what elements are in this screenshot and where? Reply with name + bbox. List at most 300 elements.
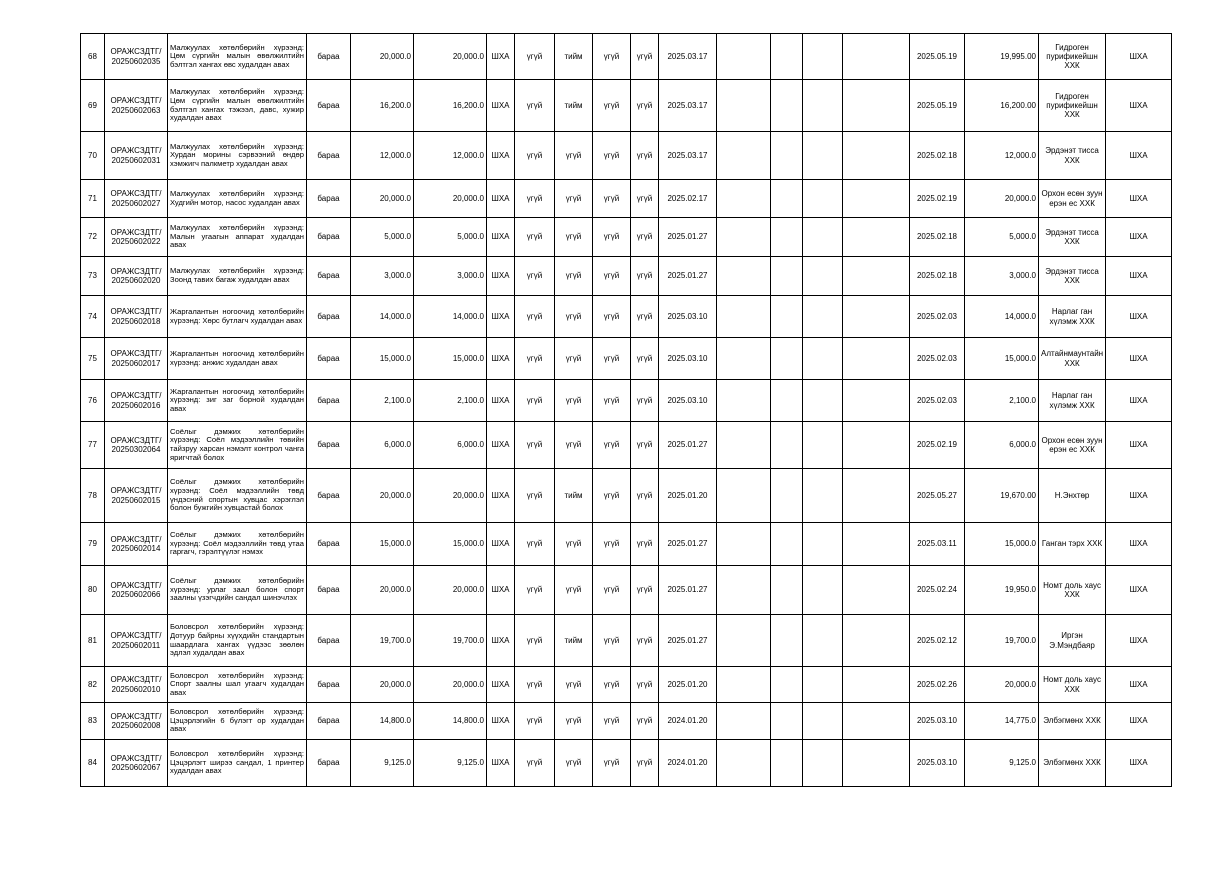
contract-date: 2025.02.18 [910,132,965,180]
table-row [81,422,1172,469]
contract-date: 2025.02.19 [910,422,965,469]
procurement-method: ШХА [487,667,515,703]
table-row [81,740,1172,787]
procurement-method: ШХА [487,296,515,338]
item-description: Малжуулах хөтөлбөрийн хүрээнд: Хурдан морины сэрвээний өндөр хэмжигч палкметр худалдан авах [168,132,307,180]
result-method: ШХА [1106,132,1172,180]
flag-3: үгүй [593,380,631,422]
empty-cell [803,34,843,80]
announce-date: 2025.03.10 [659,380,717,422]
procurement-method: ШХА [487,34,515,80]
flag-1: үгүй [515,257,555,296]
estimated-amount: 15,000.0 [414,523,487,566]
procurement-type: бараа [307,740,351,787]
flag-1: үгүй [515,469,555,523]
result-method: ШХА [1106,740,1172,787]
budget-amount: 19,700.0 [351,615,414,667]
supplier-name: Нарлаг ган хүлэмж ХХК [1039,296,1106,338]
empty-cell [843,667,910,703]
empty-cell [843,34,910,80]
empty-cell [843,469,910,523]
row-number: 80 [81,566,105,615]
empty-cell [717,703,771,740]
estimated-amount: 14,000.0 [414,296,487,338]
supplier-name: Элбэгмөнх ХХК [1039,703,1106,740]
flag-1: үгүй [515,523,555,566]
empty-cell [803,257,843,296]
estimated-amount: 20,000.0 [414,469,487,523]
empty-cell [771,740,803,787]
result-method: ШХА [1106,615,1172,667]
flag-2: тийм [555,469,593,523]
budget-amount: 20,000.0 [351,34,414,80]
row-number: 74 [81,296,105,338]
contract-date: 2025.02.18 [910,257,965,296]
procurement-code: ОРАЖСЗДТГ/ 20250602014 [105,523,168,566]
contract-amount: 20,000.0 [965,667,1039,703]
flag-3: үгүй [593,80,631,132]
procurement-code: ОРАЖСЗДТГ/ 20250602017 [105,338,168,380]
table-body [81,34,1172,787]
supplier-name: Орхон есөн зуун ерэн ес ХХК [1039,422,1106,469]
procurement-type: бараа [307,180,351,218]
empty-cell [717,80,771,132]
empty-cell [803,523,843,566]
row-number: 71 [81,180,105,218]
flag-3: үгүй [593,667,631,703]
contract-amount: 14,775.0 [965,703,1039,740]
procurement-type: бараа [307,615,351,667]
estimated-amount: 9,125.0 [414,740,487,787]
flag-2: үгүй [555,422,593,469]
empty-cell [771,257,803,296]
empty-cell [843,740,910,787]
flag-2: үгүй [555,180,593,218]
flag-3: үгүй [593,338,631,380]
result-method: ШХА [1106,257,1172,296]
empty-cell [771,667,803,703]
contract-amount: 20,000.0 [965,180,1039,218]
announce-date: 2025.02.17 [659,180,717,218]
flag-4: үгүй [631,469,659,523]
flag-2: үгүй [555,740,593,787]
empty-cell [843,523,910,566]
budget-amount: 15,000.0 [351,338,414,380]
procurement-type: бараа [307,422,351,469]
result-method: ШХА [1106,180,1172,218]
contract-amount: 12,000.0 [965,132,1039,180]
item-description: Соёлыг дэмжих хөтөлбөрийн хүрээнд: Соёл мэдээллийн төвийн тайзруу харсан нэмэлт контрол чанга яригчтай болох [168,422,307,469]
supplier-name: Н.Энхтөр [1039,469,1106,523]
supplier-name: Эрдэнэт тисса ХХК [1039,132,1106,180]
announce-date: 2024.01.20 [659,703,717,740]
empty-cell [843,422,910,469]
item-description: Жаргалантын ногоочид хөтөлбөрийн хүрээнд: анжис худалдан авах [168,338,307,380]
result-method: ШХА [1106,703,1172,740]
procurement-type: бараа [307,566,351,615]
estimated-amount: 15,000.0 [414,338,487,380]
empty-cell [843,80,910,132]
table-row [81,218,1172,257]
row-number: 70 [81,132,105,180]
result-method: ШХА [1106,523,1172,566]
estimated-amount: 2,100.0 [414,380,487,422]
table-row [81,615,1172,667]
procurement-type: бараа [307,380,351,422]
empty-cell [803,132,843,180]
row-number: 82 [81,667,105,703]
flag-3: үгүй [593,703,631,740]
flag-2: үгүй [555,703,593,740]
announce-date: 2025.01.27 [659,566,717,615]
announce-date: 2025.01.27 [659,218,717,257]
procurement-type: бараа [307,703,351,740]
contract-amount: 19,995.00 [965,34,1039,80]
announce-date: 2025.03.17 [659,34,717,80]
estimated-amount: 5,000.0 [414,218,487,257]
flag-1: үгүй [515,296,555,338]
item-description: Соёлыг дэмжих хөтөлбөрийн хүрээнд: Соёл мэдээллийн төвд үндэсний спортын хувцас хэрэглэл болон бужгийн хувцастай болох [168,469,307,523]
procurement-method: ШХА [487,523,515,566]
estimated-amount: 20,000.0 [414,34,487,80]
contract-amount: 19,670.00 [965,469,1039,523]
budget-amount: 20,000.0 [351,469,414,523]
empty-cell [803,703,843,740]
estimated-amount: 19,700.0 [414,615,487,667]
budget-amount: 20,000.0 [351,180,414,218]
item-description: Малжуулах хөтөлбөрийн хүрээнд: Цөм сүргийн малын өвөлжилтийн бэлтгэл хангах тэжээл, давс, хужир худалдан авах [168,80,307,132]
empty-cell [771,80,803,132]
contract-amount: 16,200.00 [965,80,1039,132]
contract-amount: 14,000.0 [965,296,1039,338]
empty-cell [717,615,771,667]
empty-cell [803,469,843,523]
flag-1: үгүй [515,615,555,667]
procurement-method: ШХА [487,218,515,257]
procurement-code: ОРАЖСЗДТГ/ 20250602018 [105,296,168,338]
item-description: Жаргалантын ногоочид хөтөлбөрийн хүрээнд: Хөрс бутлагч худалдан авах [168,296,307,338]
procurement-code: ОРАЖСЗДТГ/ 20250602010 [105,667,168,703]
result-method: ШХА [1106,218,1172,257]
row-number: 73 [81,257,105,296]
flag-1: үгүй [515,566,555,615]
flag-2: үгүй [555,296,593,338]
empty-cell [717,422,771,469]
flag-1: үгүй [515,132,555,180]
flag-3: үгүй [593,523,631,566]
table-row [81,338,1172,380]
flag-4: үгүй [631,296,659,338]
supplier-name: Иргэн Э.Мэндбаяр [1039,615,1106,667]
item-description: Соёлыг дэмжих хөтөлбөрийн хүрээнд: Соёл мэдээллийн төвд утаа гаргагч, гэрэлтүүлэг нэмэх [168,523,307,566]
procurement-method: ШХА [487,180,515,218]
procurement-code: ОРАЖСЗДТГ/ 20250602011 [105,615,168,667]
table-row [81,703,1172,740]
flag-3: үгүй [593,566,631,615]
empty-cell [771,218,803,257]
procurement-code: ОРАЖСЗДТГ/ 20250302064 [105,422,168,469]
row-number: 79 [81,523,105,566]
item-description: Соёлыг дэмжих хөтөлбөрийн хүрээнд: урлаг заал болон спорт заалны үзэгчдийн сандал шинэчлэх [168,566,307,615]
procurement-code: ОРАЖСЗДТГ/ 20250602067 [105,740,168,787]
procurement-method: ШХА [487,338,515,380]
flag-2: үгүй [555,523,593,566]
flag-1: үгүй [515,80,555,132]
empty-cell [771,132,803,180]
procurement-table [80,33,1172,787]
table-row [81,380,1172,422]
flag-1: үгүй [515,218,555,257]
flag-2: тийм [555,34,593,80]
procurement-method: ШХА [487,422,515,469]
procurement-code: ОРАЖСЗДТГ/ 20250602063 [105,80,168,132]
flag-3: үгүй [593,422,631,469]
table-row [81,257,1172,296]
supplier-name: Нарлаг ган хүлэмж ХХК [1039,380,1106,422]
flag-1: үгүй [515,34,555,80]
empty-cell [717,338,771,380]
flag-2: үгүй [555,667,593,703]
empty-cell [843,703,910,740]
empty-cell [843,257,910,296]
empty-cell [771,469,803,523]
contract-date: 2025.03.10 [910,740,965,787]
row-number: 77 [81,422,105,469]
flag-3: үгүй [593,740,631,787]
announce-date: 2025.03.10 [659,338,717,380]
procurement-method: ШХА [487,380,515,422]
empty-cell [803,615,843,667]
contract-date: 2025.02.19 [910,180,965,218]
table-row [81,180,1172,218]
estimated-amount: 20,000.0 [414,566,487,615]
row-number: 68 [81,34,105,80]
row-number: 72 [81,218,105,257]
row-number: 75 [81,338,105,380]
item-description: Малжуулах хөтөлбөрийн хүрээнд: Зоонд тавих багаж худалдан авах [168,257,307,296]
contract-amount: 15,000.0 [965,338,1039,380]
flag-3: үгүй [593,257,631,296]
empty-cell [717,296,771,338]
table-row [81,34,1172,80]
empty-cell [803,740,843,787]
flag-3: үгүй [593,615,631,667]
contract-date: 2025.02.18 [910,218,965,257]
contract-date: 2025.02.03 [910,296,965,338]
flag-2: үгүй [555,132,593,180]
row-number: 83 [81,703,105,740]
budget-amount: 14,000.0 [351,296,414,338]
budget-amount: 16,200.0 [351,80,414,132]
budget-amount: 12,000.0 [351,132,414,180]
result-method: ШХА [1106,380,1172,422]
flag-4: үгүй [631,703,659,740]
procurement-type: бараа [307,132,351,180]
item-description: Жаргалантын ногоочид хөтөлбөрийн хүрээнд: зиг заг борной худалдан авах [168,380,307,422]
budget-amount: 6,000.0 [351,422,414,469]
table-row [81,296,1172,338]
budget-amount: 20,000.0 [351,566,414,615]
flag-4: үгүй [631,218,659,257]
flag-4: үгүй [631,422,659,469]
procurement-code: ОРАЖСЗДТГ/ 20250602016 [105,380,168,422]
empty-cell [771,615,803,667]
announce-date: 2025.01.20 [659,667,717,703]
contract-amount: 15,000.0 [965,523,1039,566]
flag-1: үгүй [515,338,555,380]
flag-3: үгүй [593,132,631,180]
empty-cell [717,257,771,296]
empty-cell [843,132,910,180]
flag-2: үгүй [555,338,593,380]
budget-amount: 3,000.0 [351,257,414,296]
procurement-code: ОРАЖСЗДТГ/ 20250602031 [105,132,168,180]
contract-date: 2025.02.03 [910,338,965,380]
supplier-name: Гидроген пурификейшн ХХК [1039,34,1106,80]
table-row [81,132,1172,180]
procurement-type: бараа [307,257,351,296]
procurement-method: ШХА [487,80,515,132]
announce-date: 2025.03.17 [659,132,717,180]
contract-amount: 19,950.0 [965,566,1039,615]
procurement-type: бараа [307,667,351,703]
supplier-name: Алтайнмаунтайн ХХК [1039,338,1106,380]
flag-3: үгүй [593,218,631,257]
row-number: 84 [81,740,105,787]
flag-2: үгүй [555,257,593,296]
flag-1: үгүй [515,422,555,469]
row-number: 69 [81,80,105,132]
contract-amount: 6,000.0 [965,422,1039,469]
empty-cell [717,218,771,257]
procurement-method: ШХА [487,132,515,180]
estimated-amount: 6,000.0 [414,422,487,469]
empty-cell [803,180,843,218]
flag-4: үгүй [631,338,659,380]
item-description: Малжуулах хөтөлбөрийн хүрээнд: Малын угаагын аппарат худалдан авах [168,218,307,257]
estimated-amount: 20,000.0 [414,180,487,218]
empty-cell [803,338,843,380]
contract-date: 2025.05.19 [910,80,965,132]
contract-date: 2025.05.19 [910,34,965,80]
budget-amount: 15,000.0 [351,523,414,566]
flag-4: үгүй [631,523,659,566]
empty-cell [771,180,803,218]
empty-cell [717,132,771,180]
procurement-code: ОРАЖСЗДТГ/ 20250602015 [105,469,168,523]
empty-cell [771,703,803,740]
procurement-code: ОРАЖСЗДТГ/ 20250602008 [105,703,168,740]
result-method: ШХА [1106,469,1172,523]
empty-cell [803,422,843,469]
empty-cell [717,740,771,787]
empty-cell [843,338,910,380]
empty-cell [717,34,771,80]
empty-cell [717,566,771,615]
announce-date: 2025.01.27 [659,523,717,566]
supplier-name: Номт доль хаус ХХК [1039,667,1106,703]
flag-3: үгүй [593,180,631,218]
result-method: ШХА [1106,422,1172,469]
empty-cell [771,422,803,469]
empty-cell [803,667,843,703]
empty-cell [843,566,910,615]
procurement-code: ОРАЖСЗДТГ/ 20250602020 [105,257,168,296]
procurement-method: ШХА [487,703,515,740]
procurement-type: бараа [307,218,351,257]
procurement-type: бараа [307,34,351,80]
flag-1: үгүй [515,180,555,218]
flag-2: үгүй [555,566,593,615]
budget-amount: 2,100.0 [351,380,414,422]
supplier-name: Ганган тэрх ХХК [1039,523,1106,566]
contract-date: 2025.02.12 [910,615,965,667]
empty-cell [843,218,910,257]
estimated-amount: 20,000.0 [414,667,487,703]
flag-1: үгүй [515,740,555,787]
result-method: ШХА [1106,338,1172,380]
flag-4: үгүй [631,34,659,80]
empty-cell [717,667,771,703]
contract-date: 2025.05.27 [910,469,965,523]
empty-cell [803,296,843,338]
procurement-type: бараа [307,296,351,338]
budget-amount: 20,000.0 [351,667,414,703]
contract-date: 2025.02.26 [910,667,965,703]
supplier-name: Гидроген пурификейшн ХХК [1039,80,1106,132]
flag-4: үгүй [631,740,659,787]
empty-cell [803,566,843,615]
flag-2: үгүй [555,380,593,422]
empty-cell [771,380,803,422]
table-row [81,667,1172,703]
empty-cell [717,180,771,218]
flag-1: үгүй [515,703,555,740]
empty-cell [843,296,910,338]
table-row [81,80,1172,132]
result-method: ШХА [1106,296,1172,338]
budget-amount: 5,000.0 [351,218,414,257]
announce-date: 2025.01.20 [659,469,717,523]
flag-4: үгүй [631,566,659,615]
flag-4: үгүй [631,257,659,296]
result-method: ШХА [1106,667,1172,703]
supplier-name: Элбэгмөнх ХХК [1039,740,1106,787]
empty-cell [717,523,771,566]
empty-cell [843,615,910,667]
empty-cell [771,523,803,566]
table-row [81,523,1172,566]
contract-date: 2025.02.03 [910,380,965,422]
empty-cell [771,566,803,615]
flag-4: үгүй [631,615,659,667]
budget-amount: 14,800.0 [351,703,414,740]
procurement-code: ОРАЖСЗДТГ/ 20250602066 [105,566,168,615]
contract-amount: 9,125.0 [965,740,1039,787]
contract-date: 2025.03.11 [910,523,965,566]
flag-4: үгүй [631,80,659,132]
procurement-code: ОРАЖСЗДТГ/ 20250602027 [105,180,168,218]
item-description: Боловсрол хөтөлбөрийн хүрээнд: Спорт заалны шал угаагч худалдан авах [168,667,307,703]
result-method: ШХА [1106,80,1172,132]
empty-cell [803,80,843,132]
empty-cell [843,180,910,218]
procurement-method: ШХА [487,257,515,296]
procurement-type: бараа [307,469,351,523]
announce-date: 2025.01.27 [659,257,717,296]
estimated-amount: 12,000.0 [414,132,487,180]
empty-cell [771,296,803,338]
